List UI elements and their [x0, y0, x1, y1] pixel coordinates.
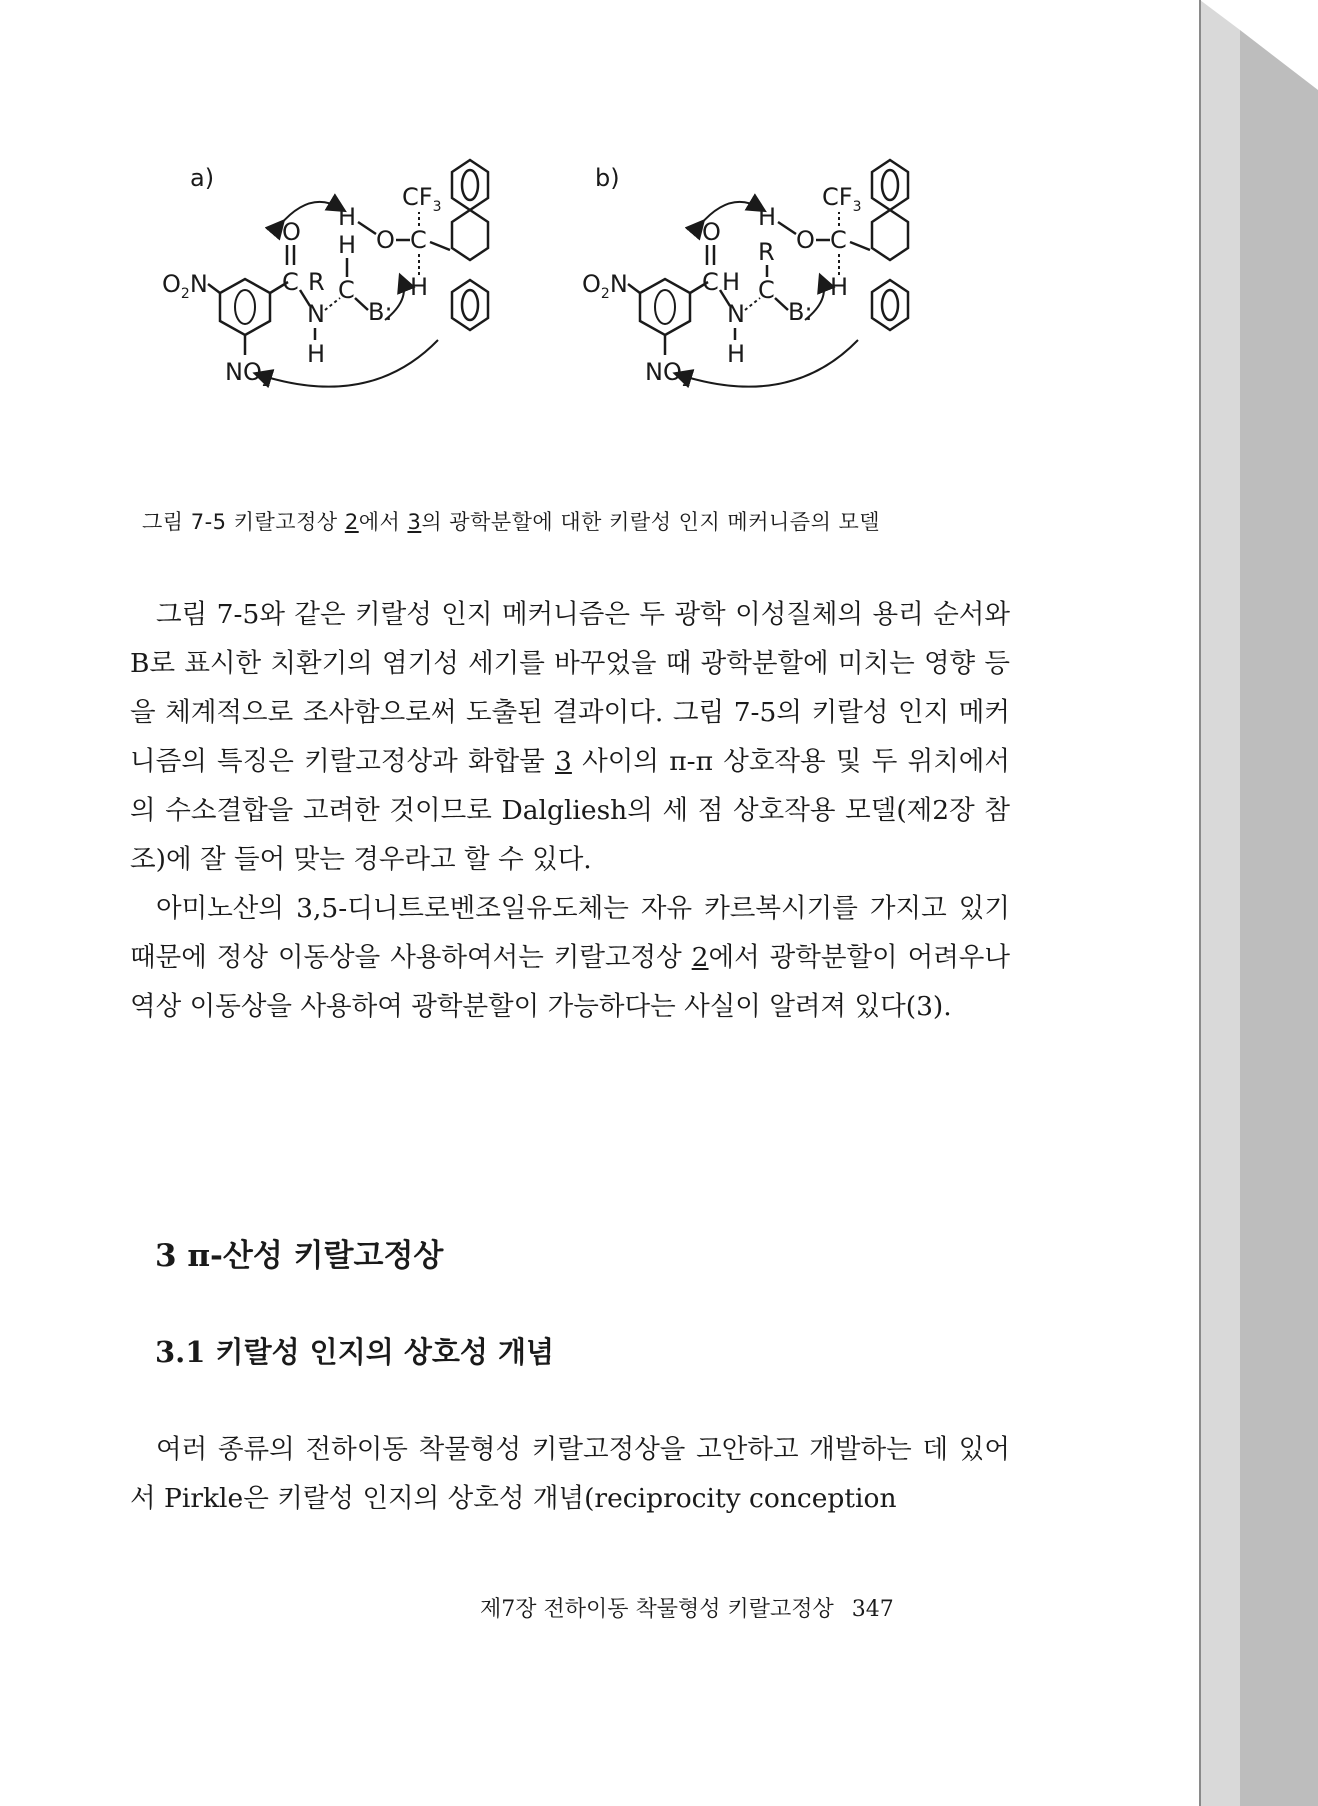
- svg-text:C: C: [410, 226, 427, 254]
- chiral-recognition-diagram: [162, 150, 1020, 490]
- benzene-ring-a: [220, 279, 270, 335]
- subsection-heading: 3.1 키랄성 인지의 상호성 개념: [155, 1335, 554, 1369]
- svg-text:H: H: [722, 268, 741, 296]
- footer-chapter-title: 제7장 전하이동 착물형성 키랄고정상: [480, 1597, 834, 1622]
- svg-text:N: N: [307, 300, 325, 328]
- page-stack-edge: [1200, 0, 1318, 1806]
- section-heading: 3 π-산성 키랄고정상: [155, 1238, 444, 1274]
- svg-text:O: O: [376, 226, 395, 254]
- paragraph-1: 그림 7-5와 같은 키랄성 인지 메커니즘은 두 광학 이성질체의 용리 순서와 B로 표시한 치환기의 염기성 세기를 바꾸었을 때 광학분할에 미치는 영향 등을 체계적으로 조사함으로써 도출된 결과이다. 그림 7-5의 키랄성 인지 메커니즘의 특징은 키랄고정상과 화합물 3 사이의 π-π 상호작용 및 두 위치에서의 수소결합을 고려한 것이므로 Dalgliesh의 세 점 상호작용 모델(제2장 참조)에 잘 들어 맞는 경우라고 할 수 있다.: [130, 599, 1010, 875]
- panel-b-label: b): [595, 164, 620, 192]
- svg-text:B:: B:: [788, 298, 813, 326]
- svg-text:R: R: [758, 238, 775, 266]
- page-number: 347: [851, 1597, 894, 1622]
- svg-text:H: H: [830, 273, 849, 301]
- anthryl-group-a: [452, 160, 488, 330]
- cf3-group-a: $CF_3$: [402, 183, 442, 215]
- svg-text:H: H: [307, 340, 326, 368]
- svg-text:N: N: [727, 300, 745, 328]
- svg-text:C: C: [702, 268, 719, 296]
- svg-text:H: H: [410, 273, 429, 301]
- paragraph-3: 여러 종류의 전하이동 착물형성 키랄고정상을 고안하고 개발하는 데 있어서 Pirkle은 키랄성 인지의 상호성 개념(reciprocity conception: [130, 1434, 1010, 1514]
- o2n-group-a: $O_2N$: [162, 270, 208, 302]
- body-text-block-1: [130, 590, 1010, 1031]
- figure-caption: 그림 7-5 키랄고정상 2에서 3의 광학분할에 대한 키랄성 인지 메커니즘의 모델: [142, 510, 881, 534]
- svg-text:H: H: [338, 231, 357, 259]
- svg-text:C: C: [282, 268, 299, 296]
- svg-text:O: O: [282, 218, 301, 246]
- page-footer: [480, 1592, 894, 1623]
- paragraph-2: 아미노산의 3,5-디니트로벤조일유도체는 자유 카르복시기를 가지고 있기 때문에 정상 이동상을 사용하여서는 키랄고정상 2에서 광학분할이 어려우나 역상 이동상을 사용하여 광학분할이 가능하다는 사실이 알려져 있다(3).: [130, 893, 1010, 1022]
- svg-text:H: H: [727, 340, 746, 368]
- svg-text:O: O: [796, 226, 815, 254]
- anthryl-group-b: [872, 160, 908, 330]
- panel-a: [162, 160, 488, 390]
- no2-group-b: $NO_2$: [645, 358, 691, 390]
- body-text-block-2: [130, 1425, 1010, 1523]
- svg-text:O: O: [702, 218, 721, 246]
- no2-group-a: $NO_2$: [225, 358, 271, 390]
- svg-text:H: H: [758, 203, 777, 231]
- o2n-group-b: $O_2N$: [582, 270, 628, 302]
- svg-text:R: R: [308, 268, 325, 296]
- svg-text:C: C: [830, 226, 847, 254]
- svg-text:B:: B:: [368, 298, 393, 326]
- svg-text:C: C: [758, 276, 775, 304]
- svg-text:H: H: [338, 203, 357, 231]
- svg-text:C: C: [338, 276, 355, 304]
- figure-7-5: [162, 150, 1020, 490]
- panel-b: [582, 160, 908, 390]
- panel-a-label: a): [190, 164, 215, 192]
- cf3-group-b: $CF_3$: [822, 183, 862, 215]
- benzene-ring-b: [640, 279, 690, 335]
